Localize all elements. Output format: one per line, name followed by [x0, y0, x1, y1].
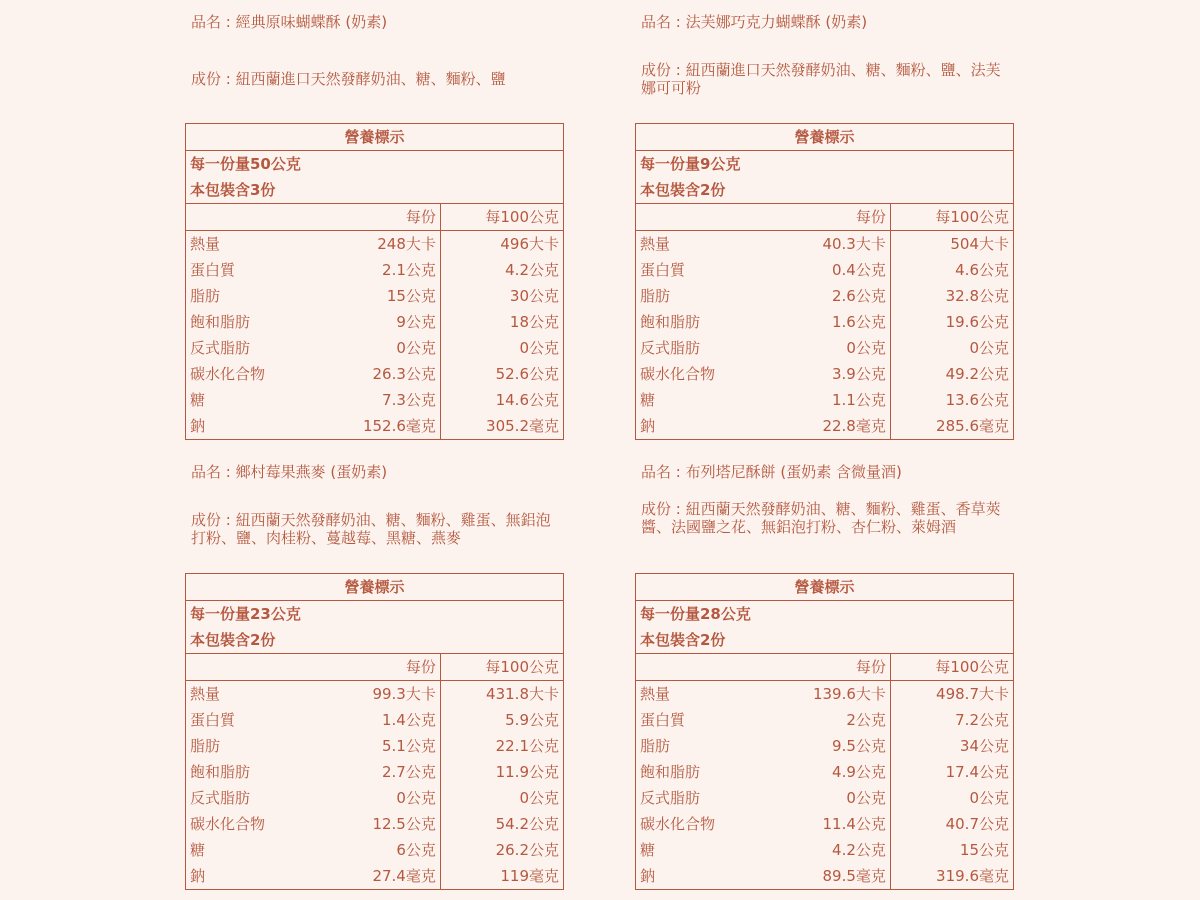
per-serving-value: 0公克	[396, 789, 436, 807]
nutrient-row-sugar	[636, 837, 1014, 863]
per-serving-value: 26.3公克	[372, 365, 436, 383]
nutrient-row-carbohydrate	[636, 811, 1014, 837]
nutrient-name: 脂肪	[190, 737, 221, 755]
serving-size: 每一份量9公克	[640, 155, 741, 173]
nutrient-row-fat	[636, 733, 1014, 759]
nutrient-row-fat	[636, 283, 1014, 309]
per-serving-value: 152.6毫克	[362, 417, 436, 435]
per-serving-value: 248大卡	[377, 235, 436, 253]
per-serving-value: 40.3大卡	[822, 235, 886, 253]
nutrient-name: 蛋白質	[190, 711, 236, 729]
nutrient-row-trans-fat	[636, 335, 1014, 361]
per-serving-value: 4.9公克	[832, 763, 886, 781]
column-header-row	[636, 204, 1014, 231]
nutrition-table	[635, 123, 1014, 440]
per-serving-value: 0公克	[846, 339, 886, 357]
column-header-per-100g: 每100公克	[440, 204, 563, 231]
nutrient-name: 熱量	[640, 685, 671, 703]
column-header-per-serving: 每份	[303, 654, 440, 681]
per-serving-value: 2.6公克	[832, 287, 886, 305]
nutrition-table-title: 營養標示	[186, 124, 564, 151]
nutrient-name: 熱量	[190, 685, 221, 703]
per-100g-value: 15公克	[890, 837, 1013, 863]
per-100g-value: 498.7大卡	[890, 681, 1013, 708]
nutrient-row-carbohydrate	[186, 361, 564, 387]
per-100g-value: 7.2公克	[890, 707, 1013, 733]
nutrient-name: 碳水化合物	[640, 365, 716, 383]
nutrient-name: 反式脂肪	[190, 789, 251, 807]
nutrition-table-title: 營養標示	[636, 574, 1014, 601]
product-ingredients: 成份 : 紐西蘭天然發酵奶油、糖、麵粉、雞蛋、無鋁泡打粉、鹽、肉桂粉、蔓越莓、黑糖、燕麥	[191, 511, 551, 547]
nutrient-name: 飽和脂肪	[190, 313, 251, 331]
product-ingredients: 成份 : 紐西蘭進口天然發酵奶油、糖、麵粉、鹽、法芙娜可可粉	[641, 61, 1001, 97]
nutrient-name: 鈉	[190, 867, 206, 885]
nutrient-name: 熱量	[190, 235, 221, 253]
nutrient-row-protein	[186, 707, 564, 733]
per-100g-value: 431.8大卡	[440, 681, 563, 708]
per-100g-value: 49.2公克	[890, 361, 1013, 387]
per-100g-value: 34公克	[890, 733, 1013, 759]
nutrient-row-sugar	[636, 387, 1014, 413]
per-serving-value: 4.2公克	[832, 841, 886, 859]
per-100g-value: 14.6公克	[440, 387, 563, 413]
nutrient-name: 飽和脂肪	[640, 763, 701, 781]
product-name: 品名 : 法芙娜巧克力蝴蝶酥 (奶素)	[641, 13, 868, 31]
column-header-per-serving: 每份	[303, 204, 440, 231]
per-100g-value: 19.6公克	[890, 309, 1013, 335]
nutrient-name: 鈉	[640, 417, 656, 435]
per-serving-value: 2.7公克	[382, 763, 436, 781]
nutrient-name: 鈉	[640, 867, 656, 885]
nutrient-name: 脂肪	[640, 737, 671, 755]
nutrient-row-fat	[186, 733, 564, 759]
per-serving-value: 2公克	[846, 711, 886, 729]
nutrient-name: 碳水化合物	[640, 815, 716, 833]
nutrient-row-sugar	[186, 837, 564, 863]
per-100g-value: 504大卡	[890, 231, 1013, 258]
nutrient-row-trans-fat	[186, 785, 564, 811]
nutrient-name: 熱量	[640, 235, 671, 253]
per-serving-value: 0公克	[396, 339, 436, 357]
per-serving-value: 7.3公克	[382, 391, 436, 409]
per-100g-value: 26.2公克	[440, 837, 563, 863]
nutrient-name: 脂肪	[640, 287, 671, 305]
per-serving-value: 1.4公克	[382, 711, 436, 729]
per-100g-value: 0公克	[440, 335, 563, 361]
column-header-per-serving: 每份	[753, 204, 890, 231]
per-100g-value: 13.6公克	[890, 387, 1013, 413]
serving-size: 每一份量50公克	[190, 155, 301, 173]
column-header-nutrient	[636, 204, 754, 231]
per-100g-value: 4.6公克	[890, 257, 1013, 283]
per-serving-value: 27.4毫克	[372, 867, 436, 885]
per-100g-value: 18公克	[440, 309, 563, 335]
product-name: 品名 : 布列塔尼酥餅 (蛋奶素 含微量酒)	[641, 463, 902, 481]
nutrient-name: 蛋白質	[640, 261, 686, 279]
per-serving-value: 11.4公克	[822, 815, 886, 833]
per-serving-value: 22.8毫克	[822, 417, 886, 435]
nutrient-name: 糖	[640, 841, 656, 859]
nutrient-row-fat	[186, 283, 564, 309]
product-name: 品名 : 鄉村莓果燕麥 (蛋奶素)	[191, 463, 388, 481]
nutrition-table	[185, 123, 564, 440]
per-100g-value: 52.6公克	[440, 361, 563, 387]
column-header-nutrient	[186, 204, 304, 231]
per-100g-value: 11.9公克	[440, 759, 563, 785]
nutrition-table	[635, 573, 1014, 890]
per-serving-value: 99.3大卡	[372, 685, 436, 703]
per-100g-value: 0公克	[890, 785, 1013, 811]
per-serving-value: 1.6公克	[832, 313, 886, 331]
column-header-per-serving: 每份	[753, 654, 890, 681]
per-100g-value: 305.2毫克	[440, 413, 563, 440]
nutrient-row-protein	[186, 257, 564, 283]
nutrient-name: 蛋白質	[640, 711, 686, 729]
per-serving-value: 0.4公克	[832, 261, 886, 279]
nutrient-row-sodium	[636, 413, 1014, 440]
per-100g-value: 285.6毫克	[890, 413, 1013, 440]
per-serving-value: 9.5公克	[832, 737, 886, 755]
per-serving-value: 139.6大卡	[812, 685, 886, 703]
nutrient-row-energy	[186, 231, 564, 258]
nutrient-name: 糖	[190, 841, 206, 859]
servings-per-pack: 本包裝含2份	[186, 627, 564, 654]
per-serving-value: 5.1公克	[382, 737, 436, 755]
nutrient-name: 脂肪	[190, 287, 221, 305]
nutrient-name: 碳水化合物	[190, 365, 266, 383]
per-100g-value: 17.4公克	[890, 759, 1013, 785]
serving-size: 每一份量28公克	[640, 605, 751, 623]
column-header-per-100g: 每100公克	[440, 654, 563, 681]
per-100g-value: 32.8公克	[890, 283, 1013, 309]
nutrient-name: 糖	[640, 391, 656, 409]
nutrient-row-sugar	[186, 387, 564, 413]
nutrient-name: 糖	[190, 391, 206, 409]
nutrient-row-trans-fat	[186, 335, 564, 361]
per-serving-value: 1.1公克	[832, 391, 886, 409]
servings-per-pack: 本包裝含2份	[636, 177, 1014, 204]
per-100g-value: 0公克	[890, 335, 1013, 361]
nutrient-row-protein	[636, 257, 1014, 283]
column-header-per-100g: 每100公克	[890, 654, 1013, 681]
per-100g-value: 496大卡	[440, 231, 563, 258]
per-100g-value: 22.1公克	[440, 733, 563, 759]
column-header-per-100g: 每100公克	[890, 204, 1013, 231]
nutrient-row-energy	[186, 681, 564, 708]
nutrient-row-protein	[636, 707, 1014, 733]
nutrient-row-energy	[636, 681, 1014, 708]
per-serving-value: 6公克	[396, 841, 436, 859]
nutrient-row-saturated-fat	[186, 309, 564, 335]
nutrient-row-sodium	[636, 863, 1014, 890]
nutrient-row-saturated-fat	[636, 759, 1014, 785]
nutrient-row-saturated-fat	[636, 309, 1014, 335]
nutrient-row-trans-fat	[636, 785, 1014, 811]
column-header-nutrient	[636, 654, 754, 681]
per-serving-value: 12.5公克	[372, 815, 436, 833]
per-serving-value: 3.9公克	[832, 365, 886, 383]
per-100g-value: 319.6毫克	[890, 863, 1013, 890]
nutrition-table-title: 營養標示	[636, 124, 1014, 151]
per-100g-value: 4.2公克	[440, 257, 563, 283]
product-ingredients: 成份 : 紐西蘭天然發酵奶油、糖、麵粉、雞蛋、香草莢醬、法國鹽之花、無鋁泡打粉、杏仁粉、萊姆酒	[641, 500, 1001, 536]
column-header-row	[636, 654, 1014, 681]
per-100g-value: 30公克	[440, 283, 563, 309]
nutrient-name: 蛋白質	[190, 261, 236, 279]
nutrient-name: 碳水化合物	[190, 815, 266, 833]
nutrient-row-saturated-fat	[186, 759, 564, 785]
nutrient-name: 飽和脂肪	[190, 763, 251, 781]
nutrient-name: 反式脂肪	[640, 339, 701, 357]
product-ingredients: 成份 : 紐西蘭進口天然發酵奶油、糖、麵粉、鹽	[191, 70, 506, 88]
nutrient-row-sodium	[186, 863, 564, 890]
per-serving-value: 15公克	[386, 287, 436, 305]
per-100g-value: 119毫克	[440, 863, 563, 890]
nutrition-table-title: 營養標示	[186, 574, 564, 601]
nutrient-row-sodium	[186, 413, 564, 440]
per-serving-value: 0公克	[846, 789, 886, 807]
per-serving-value: 2.1公克	[382, 261, 436, 279]
per-100g-value: 5.9公克	[440, 707, 563, 733]
column-header-nutrient	[186, 654, 304, 681]
nutrient-name: 反式脂肪	[190, 339, 251, 357]
nutrient-name: 反式脂肪	[640, 789, 701, 807]
column-header-row	[186, 204, 564, 231]
per-100g-value: 40.7公克	[890, 811, 1013, 837]
servings-per-pack: 本包裝含3份	[186, 177, 564, 204]
nutrition-table	[185, 573, 564, 890]
per-serving-value: 89.5毫克	[822, 867, 886, 885]
nutrient-row-carbohydrate	[636, 361, 1014, 387]
per-serving-value: 9公克	[396, 313, 436, 331]
column-header-row	[186, 654, 564, 681]
nutrient-name: 鈉	[190, 417, 206, 435]
per-100g-value: 54.2公克	[440, 811, 563, 837]
servings-per-pack: 本包裝含2份	[636, 627, 1014, 654]
nutrient-row-energy	[636, 231, 1014, 258]
nutrient-name: 飽和脂肪	[640, 313, 701, 331]
per-100g-value: 0公克	[440, 785, 563, 811]
nutrient-row-carbohydrate	[186, 811, 564, 837]
serving-size: 每一份量23公克	[190, 605, 301, 623]
product-name: 品名 : 經典原味蝴蝶酥 (奶素)	[191, 13, 388, 31]
